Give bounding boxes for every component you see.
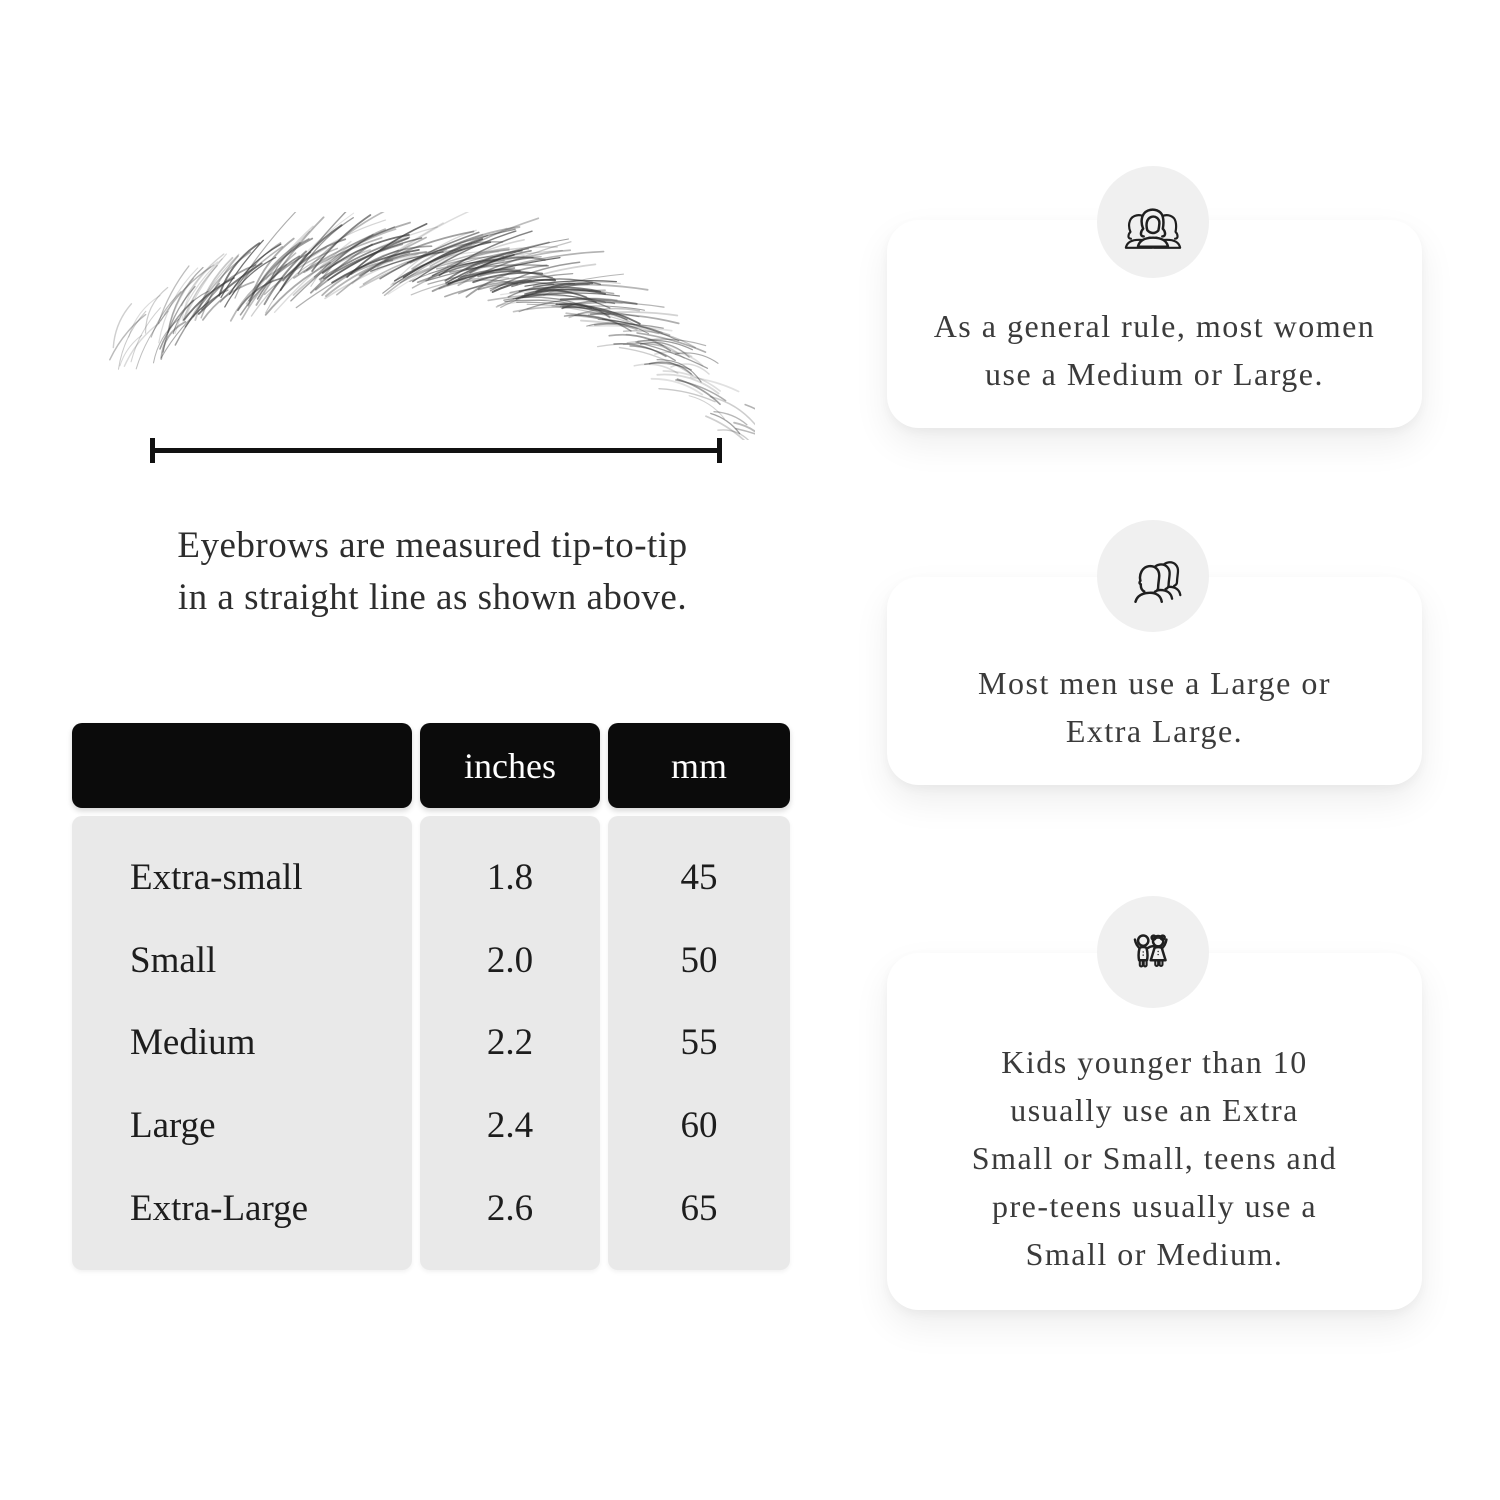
table-row-label: Extra-Large [130, 1188, 309, 1230]
women-group-icon [1120, 189, 1186, 255]
measurement-caption [75, 520, 790, 624]
table-row-label: Extra-small [130, 856, 303, 898]
table-cell-mm: 55 [680, 1022, 718, 1064]
header-mm-cell: mm [608, 723, 790, 808]
size-table-body [72, 816, 790, 1270]
women-icon-circle [1097, 166, 1209, 278]
card-text-line: Small or Small, teens and [971, 1140, 1338, 1176]
kids-icon-circle [1097, 896, 1209, 1008]
men-group-icon [1120, 543, 1186, 609]
measurement-tick-right [717, 438, 722, 463]
table-cell-mm: 45 [680, 856, 718, 898]
table-row-label: Small [130, 939, 217, 981]
eyebrow-illustration [105, 212, 755, 440]
table-cell-inches: 2.6 [486, 1188, 534, 1230]
mm-column [608, 816, 790, 1270]
kids-icon [1120, 919, 1186, 985]
measurement-tick-left [150, 438, 155, 463]
card-text-line: Kids younger than 10 [1001, 1044, 1308, 1080]
table-row-label: Medium [130, 1022, 256, 1064]
table-cell-inches: 2.0 [486, 939, 534, 981]
size-table-header-row [72, 723, 790, 808]
men-icon-circle [1097, 520, 1209, 632]
caption-line-2: in a straight line as shown above. [177, 577, 688, 618]
size-label-column [72, 816, 412, 1270]
table-cell-inches: 2.2 [486, 1022, 534, 1064]
card-text-line: use a Medium or Large. [985, 356, 1324, 392]
card-text-line: As a general rule, most women [933, 308, 1376, 344]
table-cell-inches: 2.4 [486, 1105, 534, 1147]
size-table [72, 723, 790, 1270]
header-inches-cell: inches [420, 723, 600, 808]
table-cell-inches: 1.8 [486, 856, 534, 898]
header-size-cell [72, 723, 412, 808]
table-cell-mm: 50 [680, 939, 718, 981]
caption-line-1: Eyebrows are measured tip-to-tip [177, 525, 688, 566]
card-text-line: Small or Medium. [1025, 1236, 1284, 1272]
table-cell-mm: 60 [680, 1105, 718, 1147]
measurement-line [150, 448, 722, 453]
card-text-line: Most men use a Large or [978, 665, 1331, 701]
eyebrow-sketch-svg [105, 212, 755, 440]
table-cell-mm: 65 [680, 1188, 718, 1230]
card-text-line: usually use an Extra [1010, 1092, 1299, 1128]
card-text-line: Extra Large. [1065, 713, 1244, 749]
card-text-line: pre-teens usually use a [991, 1188, 1318, 1224]
inches-column [420, 816, 600, 1270]
table-row-label: Large [130, 1105, 216, 1147]
